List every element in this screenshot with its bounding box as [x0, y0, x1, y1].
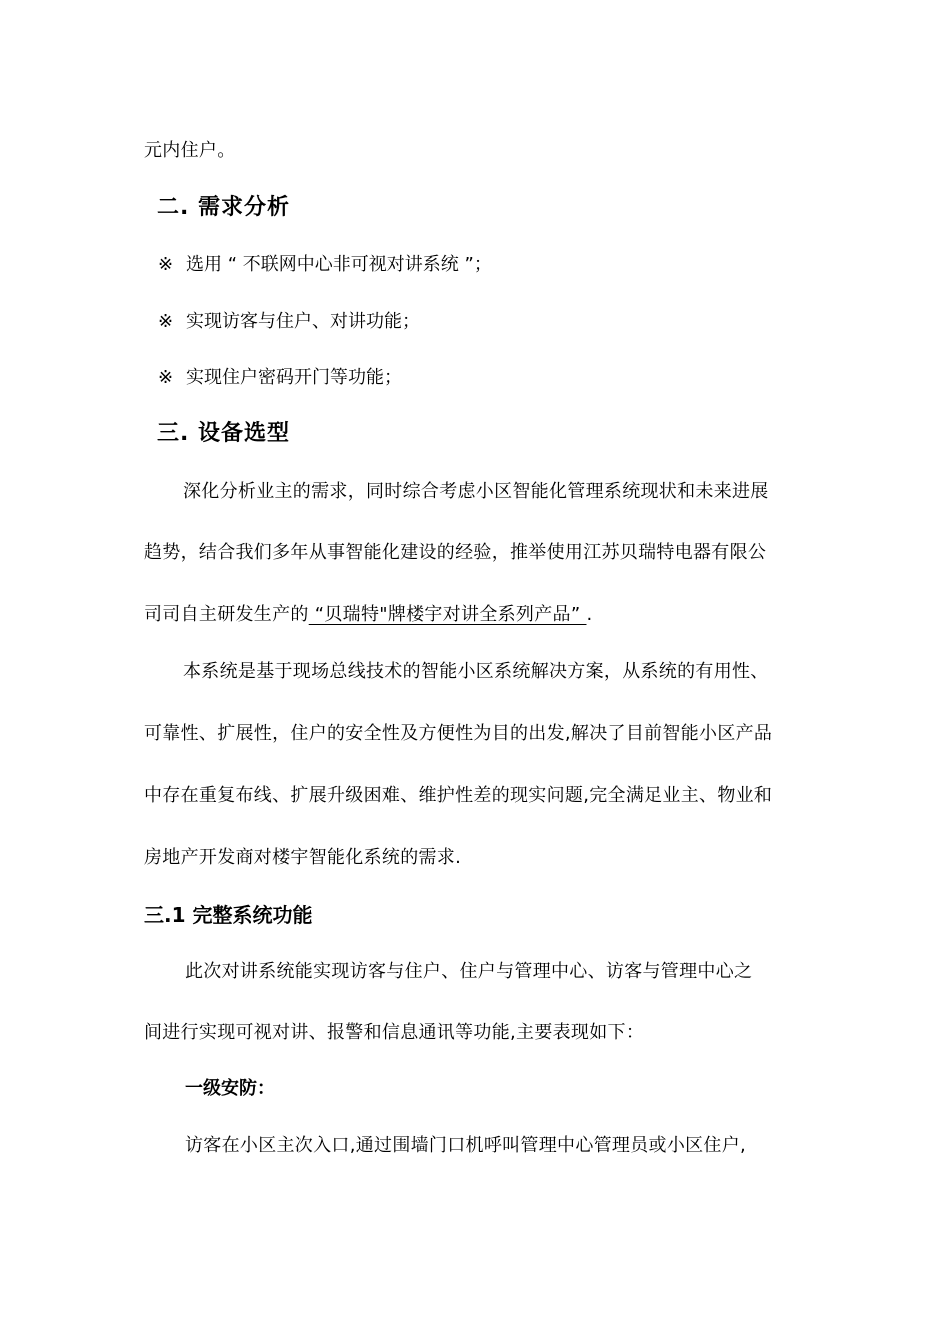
bullet-item — [158, 253, 492, 277]
paragraph-line: 间进行实现可视对讲、报警和信息通讯等功能,主要表现如下： — [144, 1022, 645, 1043]
bullet-text: 实现访客与住户、对讲功能； — [186, 311, 420, 332]
paragraph-line: 此次对讲系统能实现访客与住户、住户与管理中心、访客与管理中心之 — [185, 961, 753, 982]
continuation-text: 元内住户。 — [144, 140, 236, 161]
section-heading-equipment: 三. 设备选型 — [157, 421, 291, 446]
subsection-heading-functions: 三.1 完整系统功能 — [144, 903, 313, 927]
paragraph-line: 可靠性、扩展性，住户的安全性及方便性为目的出发,解决了目前智能小区产品 — [144, 723, 773, 744]
security-level-label: 一级安防： — [185, 1078, 275, 1099]
paragraph-text: 司司自主研发生产的 — [144, 604, 309, 625]
section-heading-requirements: 二. 需求分析 — [157, 195, 291, 220]
paragraph-line: 本系统是基于现场总线技术的智能小区系统解决方案，从系统的有用性、 — [183, 661, 769, 682]
bullet-item — [158, 366, 402, 390]
bullet-text: 实现住户密码开门等功能； — [186, 367, 402, 388]
reference-mark-icon: ※ — [158, 311, 174, 332]
reference-mark-icon: ※ — [158, 254, 174, 275]
bullet-text: 选用 “ 不联网中心非可视对讲系统 ”； — [186, 254, 492, 275]
paragraph-line: 中存在重复布线、扩展升级困难、维护性差的现实问题,完全满足业主、物业和 — [144, 785, 773, 806]
paragraph-text: . — [586, 604, 593, 625]
paragraph-line: 访客在小区主次入口,通过围墙门口机呼叫管理中心管理员或小区住户, — [185, 1135, 747, 1156]
bullet-item — [158, 310, 420, 334]
reference-mark-icon: ※ — [158, 367, 174, 388]
paragraph-line: 房地产开发商对楼宇智能化系统的需求. — [144, 847, 462, 868]
paragraph-line — [144, 603, 593, 627]
product-name-underlined: “贝瑞特"牌楼宇对讲全系列产品” — [308, 604, 587, 625]
paragraph-line: 深化分析业主的需求，同时综合考虑小区智能化管理系统现状和未来进展 — [183, 481, 769, 502]
paragraph-line: 趋势，结合我们多年从事智能化建设的经验，推举使用江苏贝瑞特电器有限公 — [144, 542, 767, 563]
